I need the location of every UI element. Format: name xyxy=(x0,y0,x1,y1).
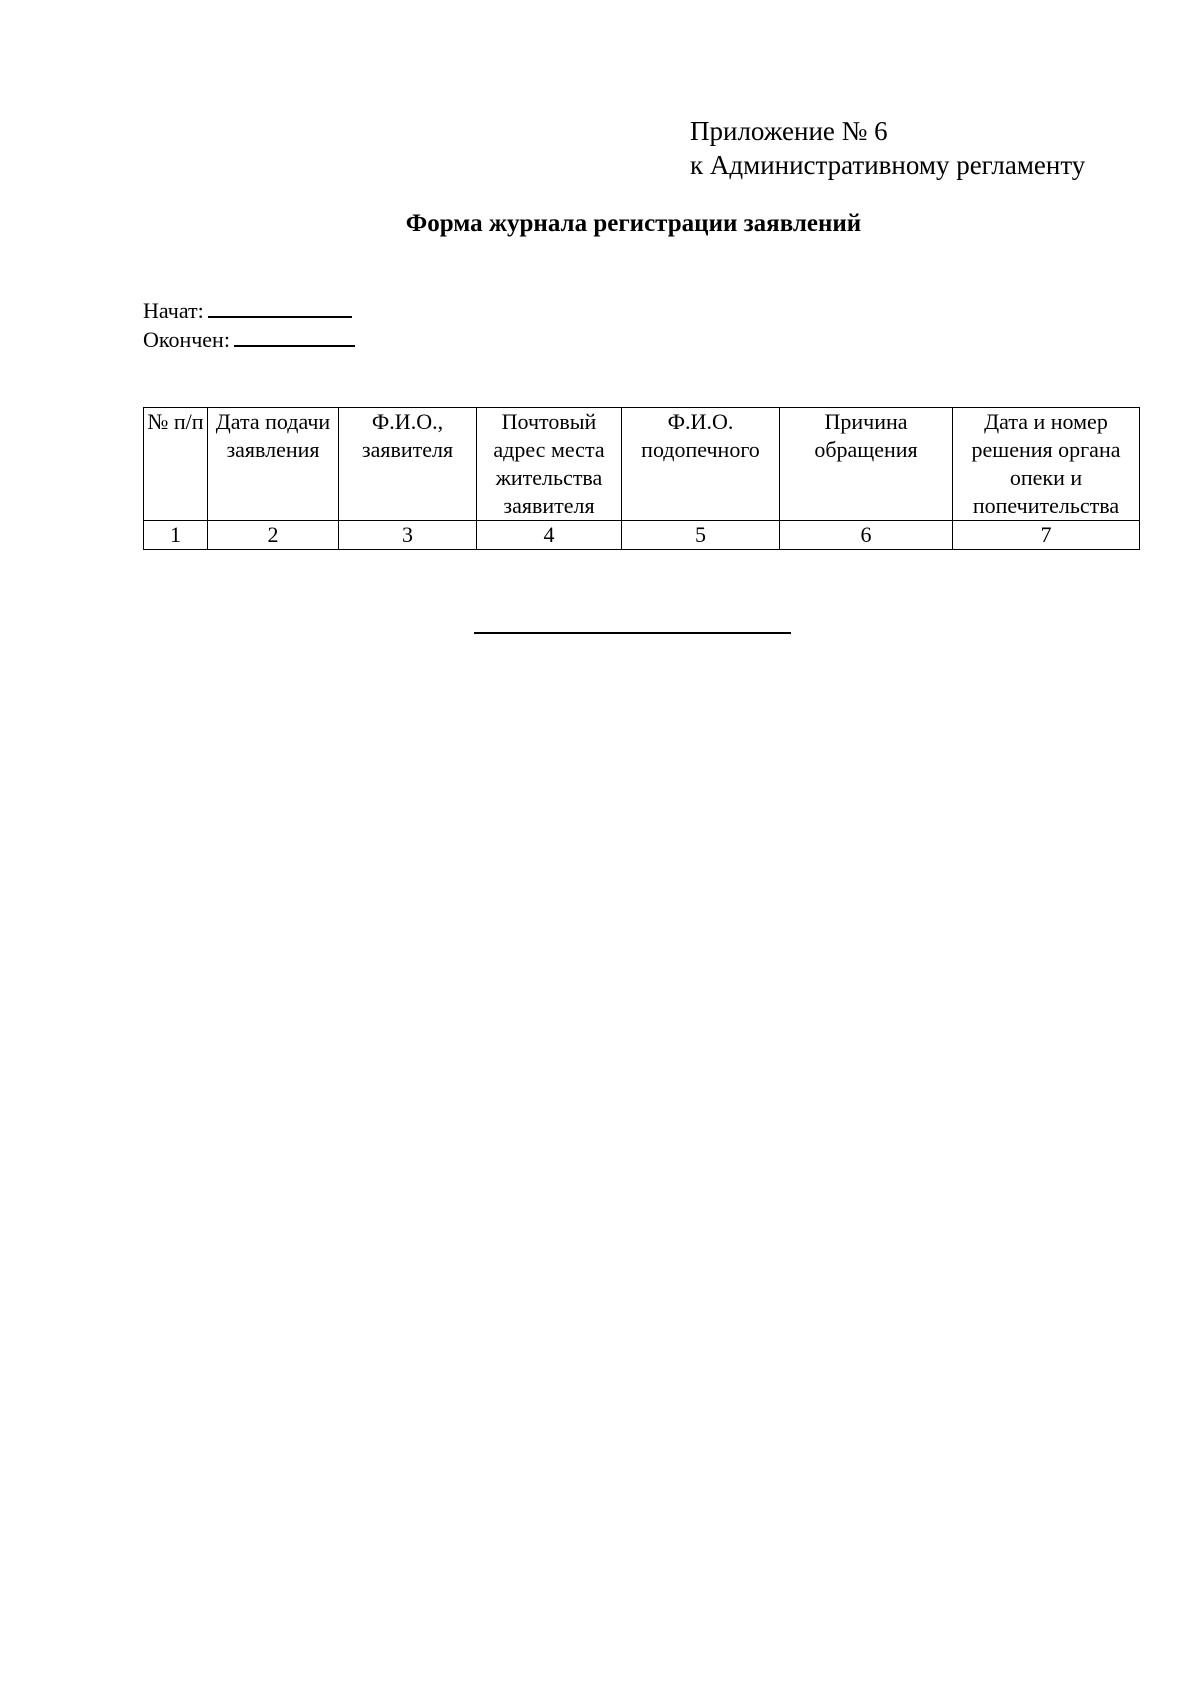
appendix-regulation: к Административному регламенту xyxy=(690,150,1086,180)
table-header-row xyxy=(144,408,1140,521)
header-applicant-name: Ф.И.О., заявителя xyxy=(339,408,477,521)
ended-line xyxy=(143,325,355,354)
header-decision: Дата и номер решения органа опеки и попечительства xyxy=(953,408,1140,521)
header-number: № п/п xyxy=(144,408,208,521)
started-label: Начат: xyxy=(143,298,204,323)
header-reason: Причина обращения xyxy=(780,408,953,521)
header-ward-name: Ф.И.О. подопечного xyxy=(622,408,780,521)
page-title: Форма журнала регистрации заявлений xyxy=(405,210,862,237)
started-line xyxy=(143,296,355,325)
appendix-number: Приложение № 6 xyxy=(690,116,888,146)
column-number: 1 xyxy=(144,521,208,550)
end-divider xyxy=(474,632,791,634)
column-number: 7 xyxy=(953,521,1140,550)
column-number: 2 xyxy=(208,521,339,550)
column-number: 6 xyxy=(780,521,953,550)
column-number: 3 xyxy=(339,521,477,550)
journal-dates xyxy=(143,296,355,354)
table-row xyxy=(144,521,1140,550)
column-number: 5 xyxy=(622,521,780,550)
column-number: 4 xyxy=(477,521,622,550)
started-blank xyxy=(208,296,352,318)
header-submission-date: Дата подачи заявления xyxy=(208,408,339,521)
registration-table xyxy=(143,407,1140,550)
ended-label: Окончен: xyxy=(143,327,230,352)
header-applicant-address: Почтовый адрес места жительства заявителя xyxy=(477,408,622,521)
appendix-reference xyxy=(690,114,1085,182)
ended-blank xyxy=(234,325,355,347)
